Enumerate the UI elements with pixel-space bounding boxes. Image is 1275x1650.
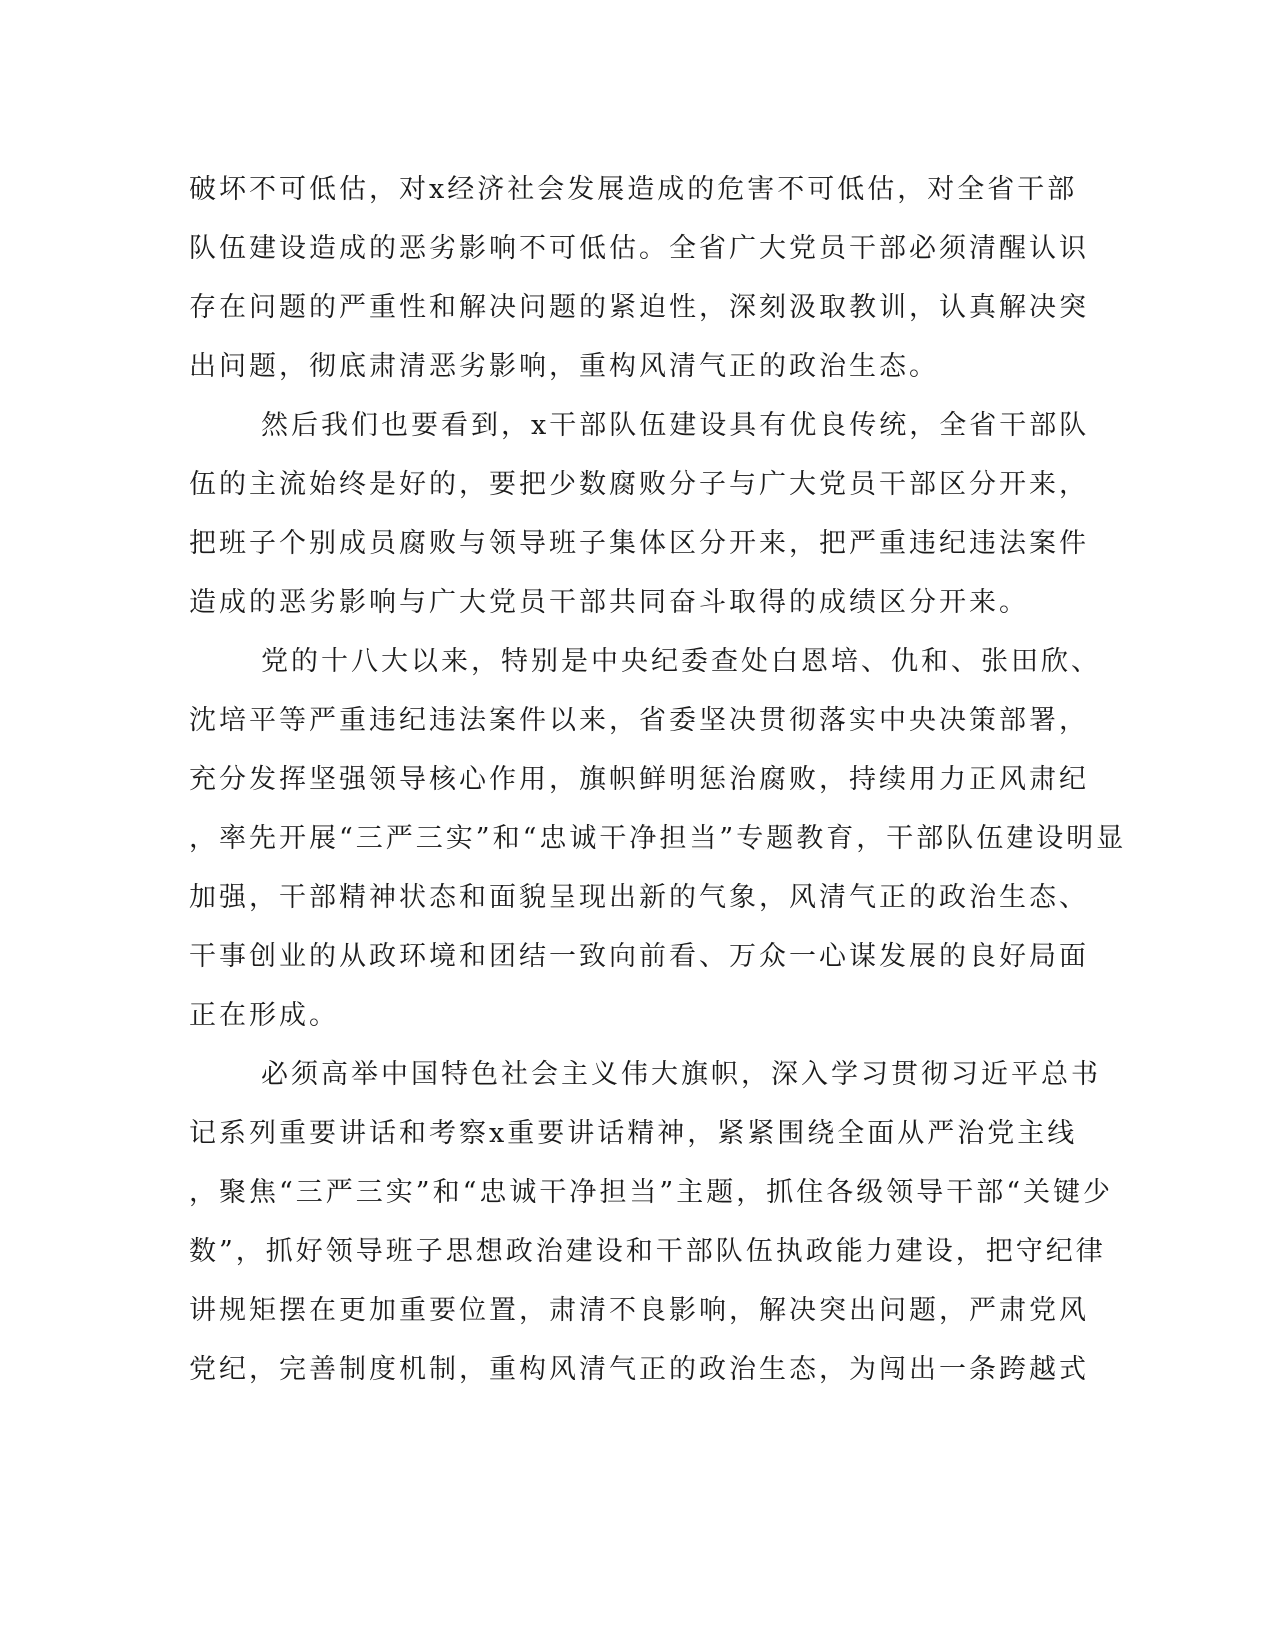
text-line: 数”，抓好领导班子思想政治建设和干部队伍执政能力建设，把守纪律: [189, 1236, 1106, 1267]
text-line: 造成的恶劣影响与广大党员干部共同奋斗取得的成绩区分开来。: [189, 587, 1029, 618]
text-line: 沈培平等严重违纪违法案件以来，省委坚决贯彻落实中央决策部署，: [189, 705, 1089, 736]
text-line: 然后我们也要看到，x干部队伍建设具有优良传统，全省干部队: [261, 410, 1090, 441]
text-line: ，率先开展“三严三实”和“忠诚干净担当”专题教育，干部队伍建设明显: [189, 823, 1127, 854]
text-line: ，聚焦“三严三实”和“忠诚干净担当”主题，抓住各级领导干部“关键少: [189, 1177, 1114, 1208]
body-text: [189, 160, 1127, 1399]
text-line: 出问题，彻底肃清恶劣影响，重构风清气正的政治生态。: [189, 351, 939, 382]
text-line: 队伍建设造成的恶劣影响不可低估。全省广大党员干部必须清醒认识: [189, 233, 1089, 264]
text-line: 破坏不可低估，对x经济社会发展造成的危害不可低估，对全省干部: [189, 174, 1078, 205]
text-line: 干事创业的从政环境和团结一致向前看、万众一心谋发展的良好局面: [189, 941, 1089, 972]
text-line: 把班子个别成员腐败与领导班子集体区分开来，把严重违纪违法案件: [189, 528, 1089, 559]
text-line: 必须高举中国特色社会主义伟大旗帜，深入学习贯彻习近平总书: [261, 1059, 1101, 1090]
text-line: 记系列重要讲话和考察x重要讲话精神，紧紧围绕全面从严治党主线: [189, 1118, 1078, 1149]
text-line: 存在问题的严重性和解决问题的紧迫性，深刻汲取教训，认真解决突: [189, 292, 1089, 323]
text-line: 加强，干部精神状态和面貌呈现出新的气象，风清气正的政治生态、: [189, 882, 1089, 913]
text-line: 讲规矩摆在更加重要位置，肃清不良影响，解决突出问题，严肃党风: [189, 1295, 1089, 1326]
text-line: 党的十八大以来，特别是中央纪委查处白恩培、仇和、张田欣、: [261, 646, 1101, 677]
text-line: 党纪，完善制度机制，重构风清气正的政治生态，为闯出一条跨越式: [189, 1354, 1089, 1385]
text-line: 充分发挥坚强领导核心作用，旗帜鲜明惩治腐败，持续用力正风肃纪: [189, 764, 1089, 795]
text-line: 正在形成。: [189, 1000, 339, 1031]
text-line: 伍的主流始终是好的，要把少数腐败分子与广大党员干部区分开来，: [189, 469, 1089, 500]
